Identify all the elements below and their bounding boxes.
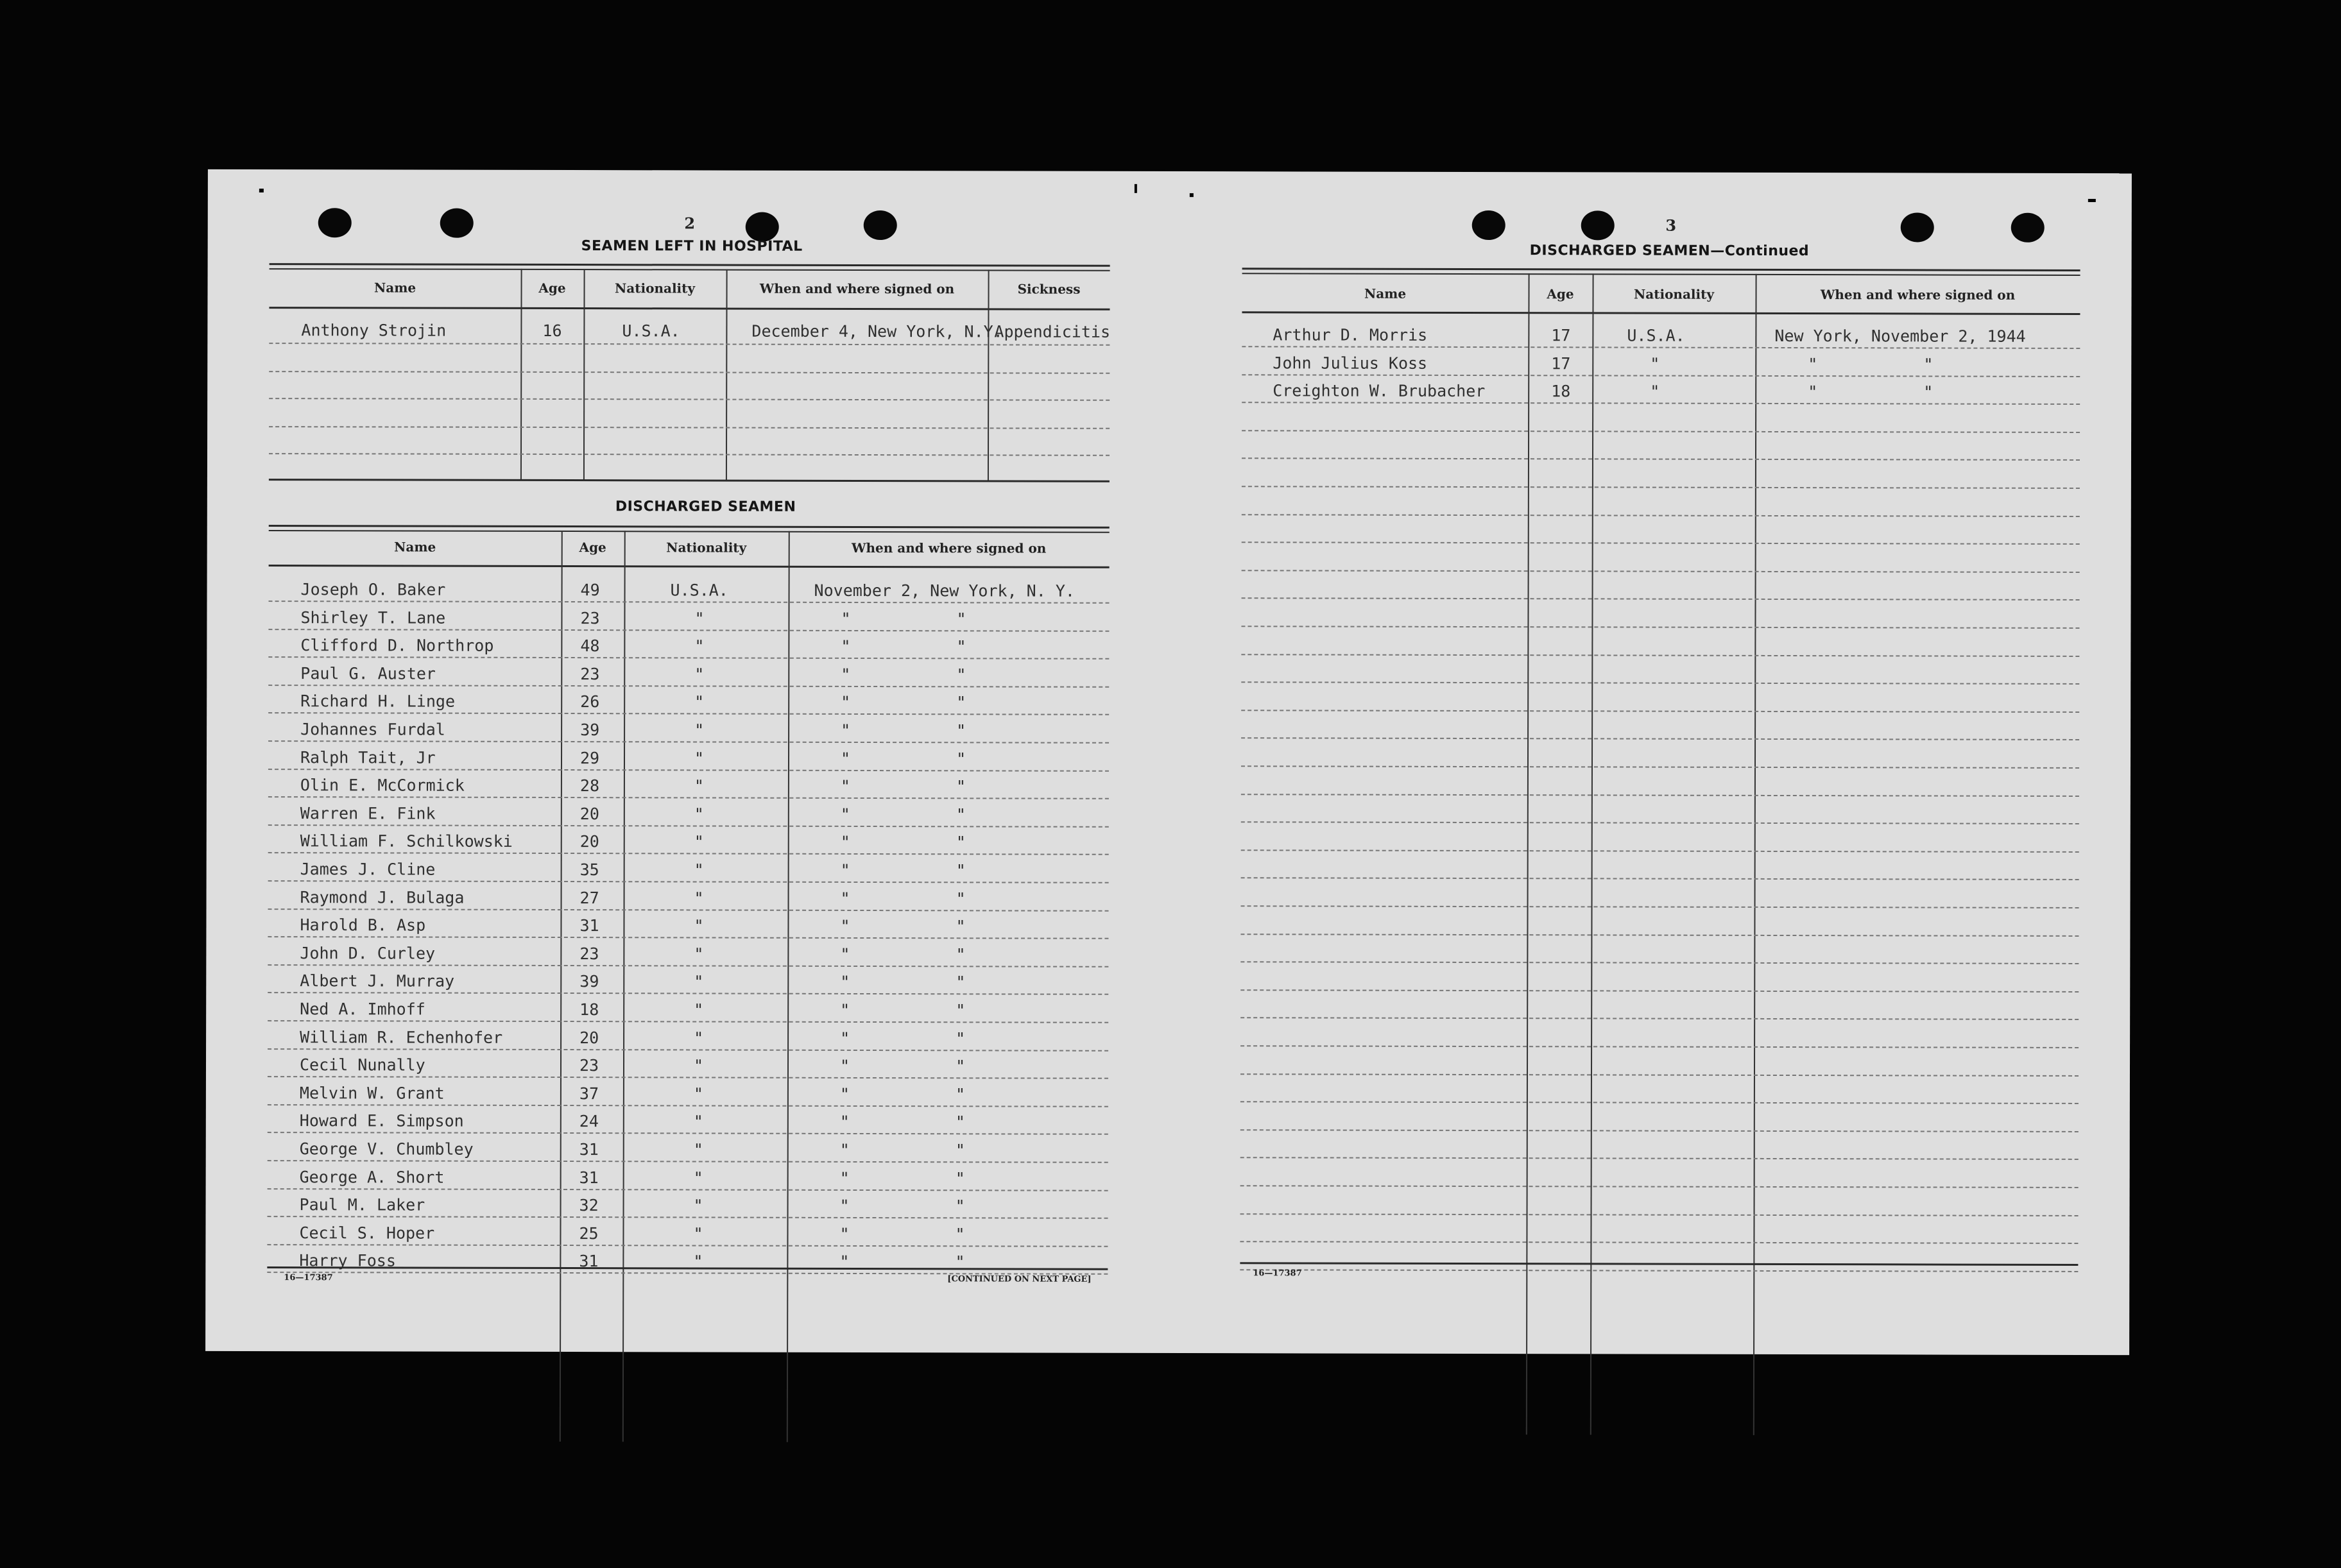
row-line bbox=[269, 343, 1110, 346]
seaman-signed-on: " " bbox=[840, 889, 966, 908]
seaman-name: John D. Curley bbox=[300, 944, 436, 963]
seaman-nationality: " bbox=[694, 1000, 704, 1019]
punch-hole bbox=[1581, 210, 1615, 240]
seaman-signed-on: November 2, New York, N. Y. bbox=[814, 581, 1075, 601]
seaman-name: Creighton W. Brubacher bbox=[1273, 381, 1486, 401]
seaman-name: Ralph Tait, Jr bbox=[300, 748, 436, 767]
seaman-age: 17 bbox=[1551, 326, 1571, 345]
row-line bbox=[269, 453, 1110, 456]
seaman-name: Clifford D. Northrop bbox=[300, 636, 494, 655]
seaman-signed-on: " " bbox=[841, 609, 966, 629]
seaman-age: 18 bbox=[1551, 382, 1571, 401]
seaman-signed-on: " " bbox=[840, 805, 966, 824]
seaman-nationality: " bbox=[694, 636, 705, 656]
col-header-signed-on: When and where signed on bbox=[1820, 287, 2016, 303]
seaman-signed-on: " " bbox=[839, 1084, 966, 1104]
seaman-age: 23 bbox=[580, 665, 600, 684]
row-line bbox=[1241, 794, 2079, 797]
seaman-nationality: U.S.A. bbox=[1627, 326, 1685, 345]
seaman-signed-on: New York, November 2, 1944 bbox=[1774, 326, 2026, 346]
seaman-signed-on: " " bbox=[839, 1224, 965, 1244]
rule bbox=[269, 530, 1110, 533]
row-line bbox=[268, 824, 1109, 828]
col-header-signed-on: When and where signed on bbox=[852, 540, 1047, 556]
seaman-age: 35 bbox=[579, 860, 599, 880]
seaman-nationality: " bbox=[694, 805, 704, 824]
col-header-age: Age bbox=[538, 280, 566, 296]
seaman-age: 20 bbox=[579, 1028, 599, 1048]
rule bbox=[269, 525, 1110, 529]
seaman-nationality: " bbox=[693, 1056, 704, 1075]
hospital-nationality: U.S.A. bbox=[622, 321, 680, 341]
col-divider bbox=[520, 269, 522, 481]
scan-mark bbox=[1190, 193, 1194, 197]
seaman-nationality: " bbox=[693, 1168, 703, 1188]
seaman-age: 37 bbox=[579, 1084, 599, 1104]
rule bbox=[269, 479, 1110, 482]
seaman-age: 31 bbox=[579, 1252, 599, 1271]
seaman-name: Paul M. Laker bbox=[299, 1195, 425, 1214]
seaman-age: 17 bbox=[1551, 354, 1571, 373]
col-header-sickness: Sickness bbox=[1017, 281, 1081, 297]
seaman-nationality: " bbox=[1650, 354, 1660, 373]
col-divider bbox=[726, 269, 728, 481]
seaman-nationality: " bbox=[1650, 382, 1660, 401]
seaman-name: Shirley T. Lane bbox=[300, 608, 446, 627]
seaman-age: 23 bbox=[580, 609, 600, 628]
row-line bbox=[268, 1132, 1108, 1135]
seaman-name: Cecil S. Hoper bbox=[299, 1223, 435, 1243]
punch-hole bbox=[2011, 213, 2045, 243]
hospital-name: Anthony Strojin bbox=[301, 321, 447, 340]
row-line bbox=[268, 685, 1109, 688]
row-line bbox=[268, 712, 1109, 715]
row-line bbox=[1242, 514, 2080, 517]
seaman-age: 25 bbox=[579, 1224, 599, 1243]
seaman-age: 23 bbox=[579, 1056, 599, 1075]
row-line bbox=[1240, 1185, 2079, 1188]
row-line bbox=[268, 908, 1109, 912]
document-scan bbox=[205, 169, 2132, 1355]
seaman-age: 28 bbox=[579, 776, 600, 796]
seaman-name: Ned A. Imhoff bbox=[300, 1000, 425, 1019]
seaman-name: Raymond J. Bulaga bbox=[300, 888, 465, 907]
seaman-name: Paul G. Auster bbox=[300, 664, 436, 683]
col-header-nationality: Nationality bbox=[1634, 286, 1715, 302]
row-line bbox=[268, 992, 1108, 995]
row-line bbox=[268, 1020, 1108, 1023]
hospital-sickness: Appendicitis bbox=[994, 322, 1111, 341]
seaman-signed-on: " " bbox=[841, 636, 966, 656]
row-line bbox=[1240, 961, 2079, 964]
hospital-signed-on: December 4, New York, N.Y. bbox=[751, 321, 1003, 341]
seaman-nationality: " bbox=[693, 1224, 703, 1243]
row-line bbox=[1241, 765, 2079, 769]
page-number-right: 3 bbox=[1665, 216, 1677, 235]
col-header-name: Name bbox=[1364, 285, 1407, 302]
punch-hole bbox=[440, 209, 474, 238]
seaman-name: Albert J. Murray bbox=[300, 971, 455, 991]
seaman-name: Richard H. Linge bbox=[300, 692, 456, 711]
seaman-signed-on: " " bbox=[839, 1140, 965, 1160]
row-line bbox=[269, 601, 1110, 604]
seaman-name: Johannes Furdal bbox=[300, 720, 445, 739]
scan-mark bbox=[2088, 199, 2096, 202]
seaman-age: 48 bbox=[580, 636, 600, 656]
row-line bbox=[268, 796, 1109, 799]
punch-hole bbox=[1901, 212, 1934, 242]
seaman-name: Joseph O. Baker bbox=[300, 580, 446, 599]
rule bbox=[270, 263, 1110, 267]
rule bbox=[1240, 1262, 2078, 1266]
seaman-age: 31 bbox=[579, 916, 599, 935]
seaman-name: Harold B. Asp bbox=[300, 916, 426, 935]
seaman-age: 49 bbox=[580, 581, 600, 600]
col-header-name: Name bbox=[394, 539, 436, 555]
row-line bbox=[268, 769, 1109, 772]
col-divider bbox=[583, 269, 585, 481]
row-line bbox=[1240, 1269, 2078, 1272]
seaman-age: 18 bbox=[579, 1000, 599, 1019]
row-line bbox=[1241, 681, 2079, 685]
seaman-signed-on: " " bbox=[840, 832, 966, 852]
seaman-name: William F. Schilkowski bbox=[300, 831, 513, 851]
seaman-nationality: " bbox=[693, 1196, 703, 1215]
seaman-signed-on: " " bbox=[1808, 382, 1934, 402]
col-divider bbox=[622, 531, 626, 1442]
row-line bbox=[1240, 1073, 2079, 1077]
seaman-nationality: " bbox=[694, 832, 704, 851]
scan-mark bbox=[1135, 184, 1137, 193]
rule bbox=[269, 565, 1110, 568]
row-line bbox=[269, 398, 1110, 401]
seaman-signed-on: " " bbox=[840, 776, 966, 796]
row-line bbox=[268, 1104, 1108, 1107]
seaman-nationality: " bbox=[694, 889, 704, 908]
row-line bbox=[269, 371, 1110, 374]
seaman-signed-on: " " bbox=[839, 1112, 966, 1132]
seaman-signed-on: " " bbox=[841, 720, 966, 740]
row-line bbox=[268, 1216, 1108, 1219]
seaman-signed-on: " " bbox=[840, 1028, 966, 1048]
row-line bbox=[1241, 737, 2079, 740]
form-number-right: 16—17387 bbox=[1253, 1268, 1302, 1279]
row-line bbox=[1240, 989, 2079, 993]
row-line bbox=[1240, 1157, 2079, 1160]
seaman-age: 20 bbox=[579, 832, 599, 851]
row-line bbox=[1242, 597, 2080, 601]
seaman-age: 32 bbox=[579, 1196, 599, 1215]
form-number-left: 16—17387 bbox=[284, 1273, 333, 1283]
seaman-age: 26 bbox=[580, 692, 600, 712]
seaman-nationality: U.S.A. bbox=[670, 581, 728, 600]
seaman-name: Harry Foss bbox=[299, 1251, 396, 1270]
seaman-age: 31 bbox=[579, 1168, 599, 1188]
seaman-name: Cecil Nunally bbox=[299, 1055, 425, 1075]
row-line bbox=[1241, 626, 2079, 629]
row-line bbox=[1240, 933, 2079, 937]
col-header-signed-on: When and where signed on bbox=[759, 280, 955, 297]
row-line bbox=[268, 1160, 1108, 1163]
discharged-continued-title: DISCHARGED SEAMEN—Continued bbox=[1529, 243, 1810, 260]
row-line bbox=[1241, 877, 2079, 880]
scan-mark bbox=[259, 189, 264, 192]
seaman-nationality: " bbox=[694, 776, 705, 796]
seaman-name: George A. Short bbox=[299, 1168, 445, 1187]
seaman-age: 23 bbox=[579, 944, 599, 964]
seaman-age: 31 bbox=[579, 1140, 599, 1159]
seaman-nationality: " bbox=[693, 1112, 703, 1131]
seaman-signed-on: " " bbox=[840, 916, 966, 936]
row-line bbox=[1241, 849, 2079, 853]
row-line bbox=[1242, 430, 2080, 433]
row-line bbox=[1240, 1213, 2079, 1216]
col-divider bbox=[787, 531, 790, 1442]
row-line bbox=[1241, 905, 2079, 908]
seaman-name: William R. Echenhofer bbox=[300, 1028, 503, 1047]
row-line bbox=[1242, 486, 2080, 489]
seaman-signed-on: " " bbox=[840, 972, 966, 992]
row-line bbox=[268, 629, 1109, 632]
col-divider bbox=[1526, 273, 1530, 1435]
seaman-name: James J. Cline bbox=[300, 860, 436, 879]
seaman-nationality: " bbox=[694, 609, 705, 628]
seaman-signed-on: " " bbox=[840, 944, 966, 964]
seaman-age: 29 bbox=[579, 749, 600, 768]
col-divider bbox=[1753, 274, 1757, 1435]
seaman-age: 39 bbox=[579, 972, 599, 991]
seaman-signed-on: " " bbox=[841, 665, 966, 685]
seaman-nationality: " bbox=[693, 1140, 703, 1159]
discharged-section-title: DISCHARGED SEAMEN bbox=[615, 499, 796, 515]
punch-hole bbox=[746, 212, 779, 242]
row-line bbox=[1242, 402, 2080, 405]
row-line bbox=[1240, 1129, 2079, 1132]
row-line bbox=[268, 656, 1109, 660]
punch-hole bbox=[318, 208, 352, 237]
col-divider bbox=[988, 269, 990, 481]
seaman-signed-on: " " bbox=[839, 1056, 966, 1076]
continued-note: [CONTINUED ON NEXT PAGE] bbox=[947, 1274, 1092, 1284]
seaman-name: Olin E. McCormick bbox=[300, 776, 465, 795]
seaman-nationality: " bbox=[694, 916, 704, 935]
col-header-nationality: Nationality bbox=[666, 540, 747, 556]
seaman-name: Howard E. Simpson bbox=[299, 1111, 464, 1130]
row-line bbox=[268, 964, 1108, 967]
seaman-age: 39 bbox=[580, 720, 600, 740]
seaman-signed-on: " " bbox=[839, 1196, 965, 1216]
row-line bbox=[1240, 1241, 2078, 1244]
page-number-left: 2 bbox=[684, 214, 696, 233]
seaman-name: Arthur D. Morris bbox=[1273, 325, 1428, 345]
seaman-age: 27 bbox=[579, 889, 599, 908]
row-line bbox=[268, 1048, 1108, 1052]
row-line bbox=[268, 852, 1109, 855]
seaman-signed-on: " " bbox=[840, 1000, 966, 1020]
seaman-nationality: " bbox=[693, 1084, 704, 1104]
col-header-age: Age bbox=[579, 540, 606, 556]
row-line bbox=[1240, 1101, 2079, 1104]
seaman-nationality: " bbox=[694, 665, 705, 684]
row-line bbox=[1242, 346, 2080, 349]
col-header-nationality: Nationality bbox=[615, 280, 696, 296]
seaman-age: 24 bbox=[579, 1112, 599, 1131]
rule bbox=[270, 268, 1110, 271]
row-line bbox=[268, 880, 1109, 883]
rule bbox=[269, 307, 1110, 311]
row-line bbox=[1242, 570, 2080, 573]
col-divider bbox=[1590, 273, 1594, 1435]
row-line bbox=[1242, 457, 2080, 461]
seaman-signed-on: " " bbox=[839, 1168, 965, 1188]
seaman-signed-on: " " bbox=[1808, 355, 1934, 374]
row-line bbox=[1242, 374, 2080, 377]
seaman-signed-on: " " bbox=[840, 749, 966, 769]
row-line bbox=[1240, 1045, 2079, 1048]
punch-hole bbox=[864, 210, 897, 240]
row-line bbox=[1241, 821, 2079, 824]
col-header-age: Age bbox=[1547, 286, 1574, 302]
row-line bbox=[268, 1188, 1108, 1191]
seaman-nationality: " bbox=[694, 720, 705, 740]
seaman-signed-on: " " bbox=[839, 1252, 965, 1272]
rule bbox=[1242, 268, 2080, 271]
seaman-nationality: " bbox=[693, 1252, 703, 1271]
hospital-age: 16 bbox=[542, 321, 562, 341]
seaman-signed-on: " " bbox=[841, 692, 966, 712]
seaman-age: 20 bbox=[579, 805, 599, 824]
row-line bbox=[1241, 654, 2079, 657]
col-divider bbox=[560, 531, 563, 1442]
seaman-name: John Julius Koss bbox=[1273, 354, 1428, 373]
seaman-nationality: " bbox=[694, 860, 704, 880]
seaman-name: Melvin W. Grant bbox=[299, 1084, 445, 1103]
row-line bbox=[1240, 1017, 2079, 1020]
seaman-nationality: " bbox=[694, 944, 704, 964]
seaman-name: George V. Chumbley bbox=[299, 1139, 474, 1159]
row-line bbox=[268, 740, 1109, 744]
row-line bbox=[268, 936, 1108, 939]
rule bbox=[1242, 311, 2080, 315]
rule bbox=[1242, 273, 2080, 276]
seaman-nationality: " bbox=[694, 1028, 704, 1048]
row-line bbox=[269, 426, 1110, 429]
seaman-nationality: " bbox=[694, 749, 705, 768]
hospital-section-title: SEAMEN LEFT IN HOSPITAL bbox=[581, 238, 803, 255]
row-line bbox=[1241, 710, 2079, 713]
col-header-name: Name bbox=[373, 280, 416, 296]
row-line bbox=[1242, 541, 2080, 545]
row-line bbox=[268, 1076, 1108, 1079]
punch-hole bbox=[1472, 210, 1505, 240]
seaman-name: Warren E. Fink bbox=[300, 804, 436, 823]
seaman-nationality: " bbox=[694, 972, 704, 991]
row-line bbox=[267, 1244, 1108, 1247]
seaman-signed-on: " " bbox=[840, 860, 966, 880]
seaman-nationality: " bbox=[694, 692, 705, 712]
